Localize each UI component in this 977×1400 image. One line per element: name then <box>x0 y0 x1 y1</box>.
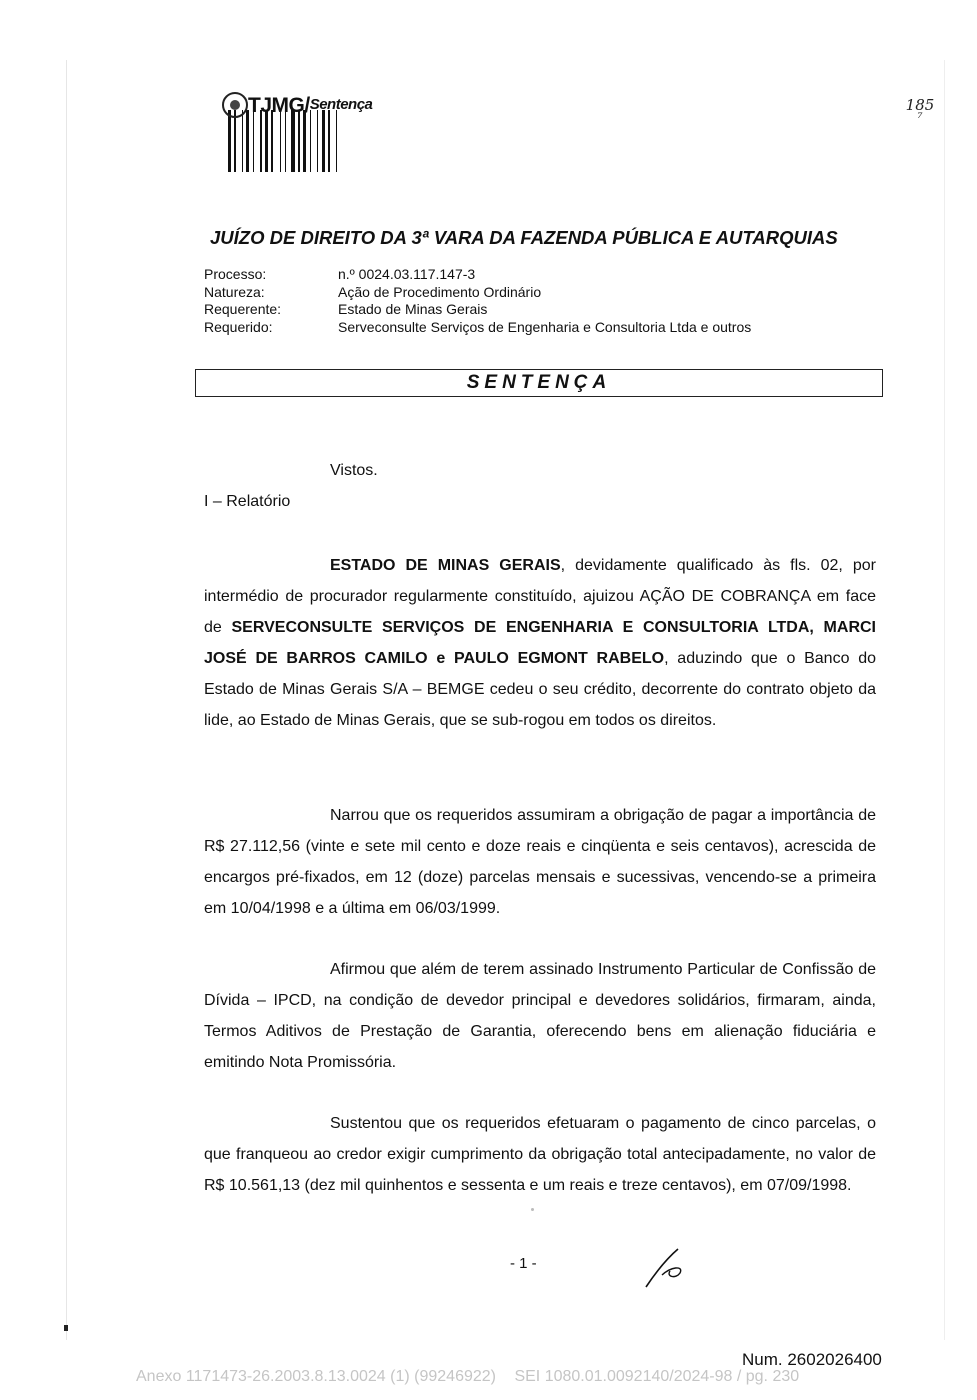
process-label: Natureza: <box>204 283 265 300</box>
sei-reference: SEI 1080.01.0092140/2024-98 / pg. 230 <box>514 1368 800 1385</box>
party-name: SERVECONSULTE SERVIÇOS DE ENGENHARIA E CONSULTORIA LTDA, MARCI JOSÉ DE BARROS CAMILO <box>204 619 876 667</box>
stamp-label: TJMG/$^{Sentença}$ <box>248 94 373 117</box>
page-edge <box>944 60 945 1340</box>
barcode-bar <box>253 110 254 172</box>
process-row <box>204 301 751 319</box>
signature-mark <box>640 1245 692 1290</box>
court-stamp <box>218 88 408 188</box>
court-seal-icon <box>222 92 248 118</box>
barcode-bar <box>303 110 306 172</box>
page-edge <box>66 60 67 1340</box>
process-value: Estado de Minas Gerais <box>338 301 488 317</box>
barcode-bar <box>291 110 295 172</box>
barcode-bar <box>234 110 236 172</box>
paragraph: Narrou que os requeridos assumiram a obrigação de pagar a importância de R$ 27.112,56 (vinte e sete mil cento e doze reais e cinqüenta e seis centavos), acrescida de encargos pré-fixados, em 12 (doze) parcelas mensais e sucessivas, vencendo-se a primeira em 10/04/1998 e a última em 06/03/1999. <box>204 807 876 917</box>
page-number: - 1 - <box>510 1255 537 1272</box>
document-number: Num. 2602026400 <box>742 1350 882 1369</box>
process-info-table <box>204 266 751 336</box>
annex-reference: Anexo 1171473-26.2003.8.13.0024 (1) (99246922) <box>136 1368 496 1385</box>
stamp-type: Sentença <box>309 96 373 113</box>
document-title: SENTENÇA <box>466 372 612 393</box>
section-heading: I – Relatório <box>204 493 291 510</box>
barcode-bar <box>336 110 337 172</box>
handwritten-page-number: 185 ⁷ <box>905 96 935 126</box>
barcode-bar <box>285 110 286 172</box>
file-path-footer <box>200 1248 400 1255</box>
barcode-bar <box>298 110 300 172</box>
document-title-box <box>195 369 883 397</box>
barcode-bar <box>265 110 268 172</box>
barcode-bar <box>280 110 281 172</box>
process-label: Requerente: <box>204 301 282 317</box>
barcode-bar <box>242 110 243 172</box>
barcode-bar <box>228 110 231 172</box>
stamp-org: TJMG <box>248 94 305 117</box>
process-row <box>204 266 751 284</box>
barcode-bar <box>246 110 249 172</box>
paragraph: Sustentou que os requeridos efetuaram o pagamento de cinco parcelas, o que franqueou ao credor exigir cumprimento da obrigação total antecipadamente, no valor de R$ 10.561,13 (dez mil quinhentos e sessenta e um reais e treze centavos), em 07/09/1998. <box>204 1115 876 1194</box>
party-name: ESTADO DE MINAS GERAIS <box>330 557 561 574</box>
barcode-bar <box>271 110 273 172</box>
process-label: Processo: <box>204 266 267 282</box>
barcode-bar <box>328 110 330 172</box>
process-label: Requerido: <box>204 318 273 335</box>
party-name: PAULO EGMONT RABELO <box>454 650 665 667</box>
paragraph: ESTADO DE MINAS GERAIS, devidamente qualificado às fls. 02, por intermédio de procurador regularmente constituído, ajuizou AÇÃO DE COBRANÇA em face de SERVECONSULTE SERVIÇOS DE ENGENHARIA E CONSULTORIA LTDA, MARCI JOSÉ DE BARROS CAMILO e PAULO EGMONT RABELO, aduzindo que o Banco do Estado de Minas Gerais S/A – BEMGE cedeu o seu crédito, decorrente do contrato objeto da lide, ao Estado de Minas Gerais, que se sub-rogou em todos os direitos. <box>204 557 877 729</box>
barcode <box>228 110 400 172</box>
barcode-bar <box>322 110 325 172</box>
paragraph: Afirmou que além de terem assinado Instrumento Particular de Confissão de Dívida – IPCD, na condição de devedor principal e devedores solidários, firmaram, ainda, Termos Aditivos de Prestação de Garantia, oferecendo bens em alienação fiduciária e emitindo Nota Promissória. <box>204 961 876 1071</box>
process-row <box>204 319 751 337</box>
scan-speck <box>531 1208 534 1211</box>
vistos-text: Vistos. <box>330 462 378 479</box>
scan-corner-mark <box>64 1325 68 1331</box>
barcode-bar <box>260 110 262 172</box>
process-row <box>204 284 751 302</box>
process-value: Serveconsulte Serviços de Engenharia e Consultoria Ltda e outros <box>338 318 752 335</box>
process-value: n.º 0024.03.117.147-3 <box>338 266 476 282</box>
barcode-bar <box>310 110 311 172</box>
annex-footer <box>136 1368 799 1386</box>
barcode-bar <box>317 110 318 172</box>
process-value: Ação de Procedimento Ordinário <box>338 283 542 300</box>
court-title: JUÍZO DE DIREITO DA 3ª VARA DA FAZENDA PÚBLICA E AUTARQUIAS <box>210 227 838 248</box>
